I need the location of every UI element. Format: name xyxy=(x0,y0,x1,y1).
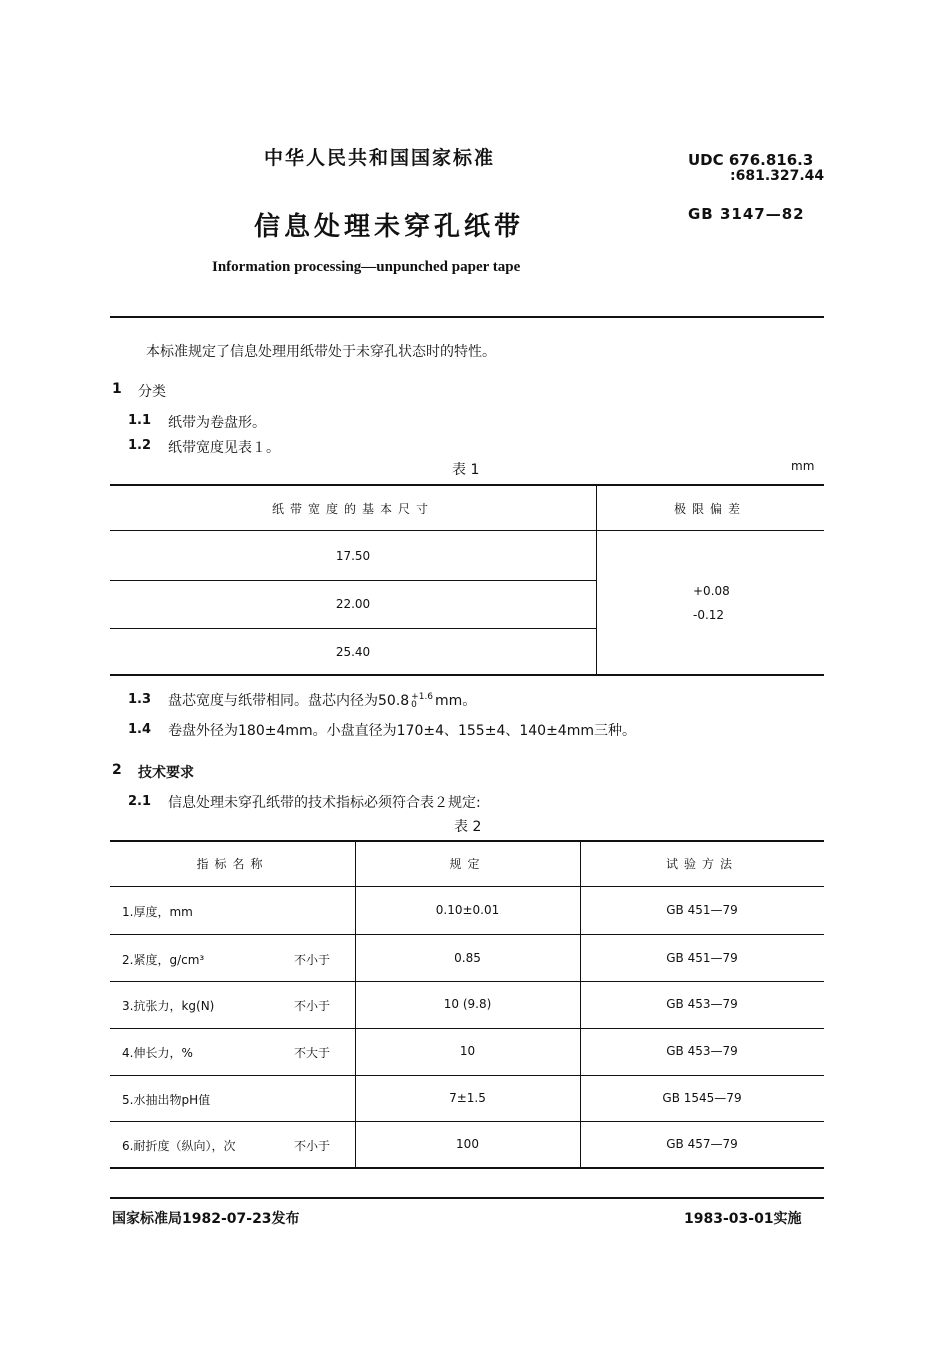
table-1-row-3: 25.40 xyxy=(335,645,371,659)
table-1-header-tolerance: 极限偏差 xyxy=(673,502,746,516)
item-1-2-text: 纸带宽度见表１。 xyxy=(168,440,280,456)
item-2-1-number: 2.1 xyxy=(128,794,152,809)
table-2-row-1-method: GB 451—79 xyxy=(666,903,738,917)
table-2-row-6-name: 6.耐折度（纵向），次 xyxy=(122,1139,236,1153)
item-1-1-number: 1.1 xyxy=(128,413,152,428)
document-title-en: Information processing—unpunched paper tape xyxy=(212,259,521,275)
national-standard-heading: 中华人民共和国国家标准 xyxy=(264,147,496,169)
section-1-title: 分类 xyxy=(138,384,166,400)
table-2-row-1-name: 1.厚度，mm xyxy=(122,905,193,919)
table-2-row-5-name: 5.水抽出物pH值 xyxy=(122,1093,211,1107)
header-rule xyxy=(110,316,824,318)
udc-code-cont: :681.327.44 xyxy=(730,168,825,184)
table-2-row-1-spec: 0.10±0.01 xyxy=(435,903,500,917)
table-2-row-4-spec: 10 xyxy=(459,1044,476,1058)
table-2-row-2-spec: 0.85 xyxy=(454,951,481,965)
table-2-row-2-name: 2.紧度，g/cm³ xyxy=(122,953,205,967)
table-2-row-3-spec: 10 (9.8) xyxy=(443,997,492,1011)
section-2-title: 技术要求 xyxy=(138,765,194,781)
udc-code: UDC 676.816.3 xyxy=(688,151,814,169)
table-2-row-3-qualifier: 不小于 xyxy=(294,999,331,1013)
table-2-row-4-name: 4.伸长力，% xyxy=(122,1046,193,1060)
document-title-cn: 信息处理未穿孔纸带 xyxy=(254,212,525,242)
intro-paragraph: 本标准规定了信息处理用纸带处于未穿孔状态时的特性。 xyxy=(146,344,496,360)
table-2-row-6-spec: 100 xyxy=(456,1137,479,1151)
table-2-row-5-spec: 7±1.5 xyxy=(449,1091,486,1105)
table-2-row-5-method: GB 1545—79 xyxy=(662,1091,742,1105)
issue-date: 国家标准局1982-07-23发布 xyxy=(112,1211,300,1227)
item-1-1-text: 纸带为卷盘形。 xyxy=(168,415,266,431)
item-1-3-tolerance xyxy=(411,693,433,709)
table-1-row-2: 22.00 xyxy=(335,597,371,611)
gb-code: GB 3147—82 xyxy=(688,205,805,223)
table-1-header-base-size: 纸带宽度的基本尺寸 xyxy=(271,502,434,516)
tolerance-plus: +0.08 xyxy=(693,584,730,598)
table-2-row-6-method: GB 457—79 xyxy=(666,1137,738,1151)
table-2-row-2-qualifier: 不小于 xyxy=(294,953,331,967)
table-2-row-4-method: GB 453—79 xyxy=(666,1044,738,1058)
table-2-header-name: 指标名称 xyxy=(196,857,269,871)
table-1-row-1: 17.50 xyxy=(335,549,371,563)
footer-rule xyxy=(110,1197,824,1199)
item-1-2-number: 1.2 xyxy=(128,438,152,453)
table-2-row-3-method: GB 453—79 xyxy=(666,997,738,1011)
item-1-3-number: 1.3 xyxy=(128,692,152,707)
table-2-caption: 表 2 xyxy=(454,819,482,835)
effective-date: 1983-03-01实施 xyxy=(684,1211,802,1227)
table-2-header-method: 试验方法 xyxy=(665,857,738,871)
table-1-unit: mm xyxy=(791,459,815,473)
table-2-header-spec: 规定 xyxy=(449,857,486,871)
item-1-4-number: 1.4 xyxy=(128,722,152,737)
item-1-3-text xyxy=(168,690,476,710)
item-1-3-text-after: mm。 xyxy=(435,693,477,709)
tolerance-minus: -0.12 xyxy=(693,608,725,622)
table-2-row-3-name: 3.抗张力，kg(N) xyxy=(122,999,215,1013)
table-2-row-2-method: GB 451—79 xyxy=(666,951,738,965)
item-1-3-text-before: 盘芯宽度与纸带相同。盘芯内径为50.8 xyxy=(168,693,410,709)
item-2-1-text: 信息处理未穿孔纸带的技术指标必须符合表２规定: xyxy=(168,795,481,811)
section-2-number: 2 xyxy=(112,762,122,778)
tol-upper: +1.6 xyxy=(411,692,434,702)
table-2-row-4-qualifier: 不大于 xyxy=(294,1046,331,1060)
table-2-row-6-qualifier: 不小于 xyxy=(294,1139,331,1153)
table-1-caption: 表 1 xyxy=(452,462,480,478)
item-1-4-text: 卷盘外径为180±4mm。小盘直径为170±4、155±4、140±4mm三种。 xyxy=(168,723,636,739)
tol-lower: 0 xyxy=(411,700,417,710)
section-1-number: 1 xyxy=(112,381,122,397)
